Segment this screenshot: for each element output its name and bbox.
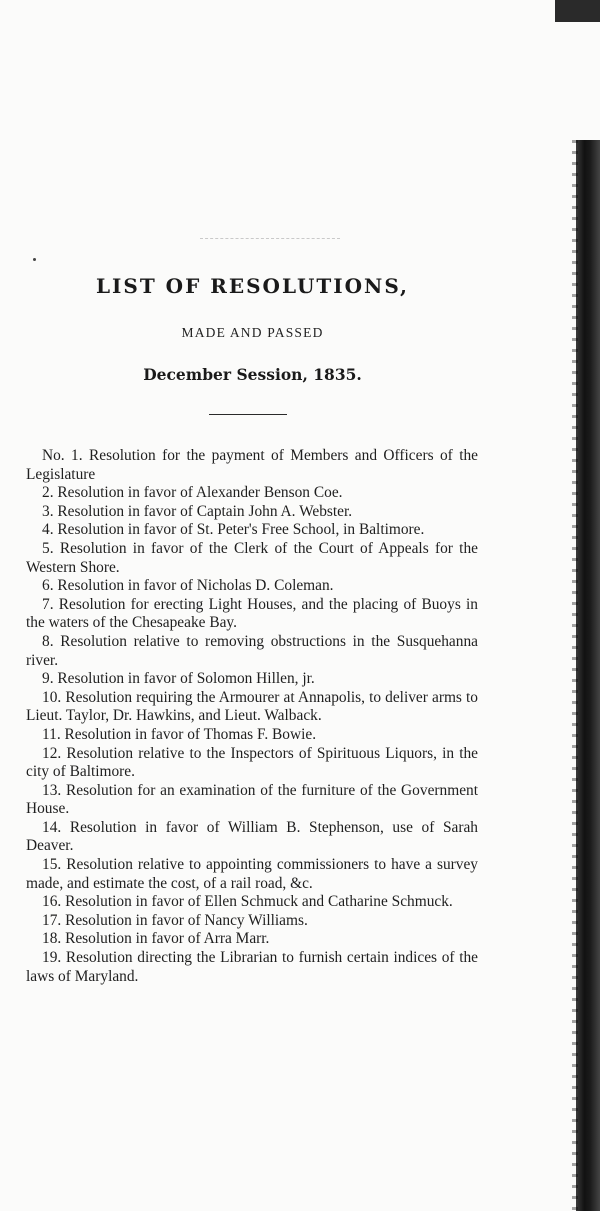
resolution-item: 7. Resolution for erecting Light Houses, and the placing of Buoys in the waters of the Chesapeake Bay. [26,595,478,632]
resolution-item: 5. Resolution in favor of the Clerk of the Court of Appeals for the Western Shore. [26,539,478,576]
resolution-item: 8. Resolution relative to removing obstructions in the Susquehanna river. [26,632,478,669]
resolution-item: 13. Resolution for an examination of the furniture of the Government House. [26,781,478,818]
resolution-item: 6. Resolution in favor of Nicholas D. Coleman. [42,577,334,595]
resolution-item: 18. Resolution in favor of Arra Marr. [42,930,270,948]
resolutions-list [26,447,478,986]
resolution-item: 12. Resolution relative to the Inspectors of Spirituous Liquors, in the city of Baltimore. [26,744,478,781]
divider-rule [209,414,287,415]
resolution-item: 17. Resolution in favor of Nancy Williams. [42,911,308,929]
page-subtitle: MADE AND PASSED [181,325,324,340]
resolution-item: 2. Resolution in favor of Alexander Benson Coe. [42,484,343,502]
resolution-item: 14. Resolution in favor of William B. Stephenson, use of Sarah Deaver. [26,818,478,855]
session-heading: December Session, 1835. [143,365,362,384]
resolution-item: 9. Resolution in favor of Solomon Hillen, jr. [42,670,315,688]
scan-edge-texture [572,140,578,1211]
resolution-item: No. 1. Resolution for the payment of Members and Officers of the Legislature [26,447,478,483]
resolution-item: 15. Resolution relative to appointing commissioners to have a survey made, and estimate the cost, of a rail road, &c. [26,856,478,892]
resolution-item: 16. Resolution in favor of Ellen Schmuck and Catharine Schmuck. [42,893,453,911]
resolution-item: 11. Resolution in favor of Thomas F. Bowie. [42,725,317,743]
ink-speck [33,258,36,261]
resolution-item: 4. Resolution in favor of St. Peter's Free School, in Baltimore. [42,521,425,539]
scan-edge-top [555,0,600,22]
resolution-item: 10. Resolution requiring the Armourer at Annapolis, to deliver arms to Lieut. Taylor, Dr. Hawkins, and Lieut. Walback. [26,688,478,725]
resolution-item: 3. Resolution in favor of Captain John A. Webster. [42,502,353,520]
page-title: LIST OF RESOLUTIONS, [95,274,410,298]
scan-edge-right [576,140,600,1211]
faint-dash-mark [200,238,340,239]
resolution-item: 19. Resolution directing the Librarian to furnish certain indices of the laws of Maryland. [26,949,478,985]
